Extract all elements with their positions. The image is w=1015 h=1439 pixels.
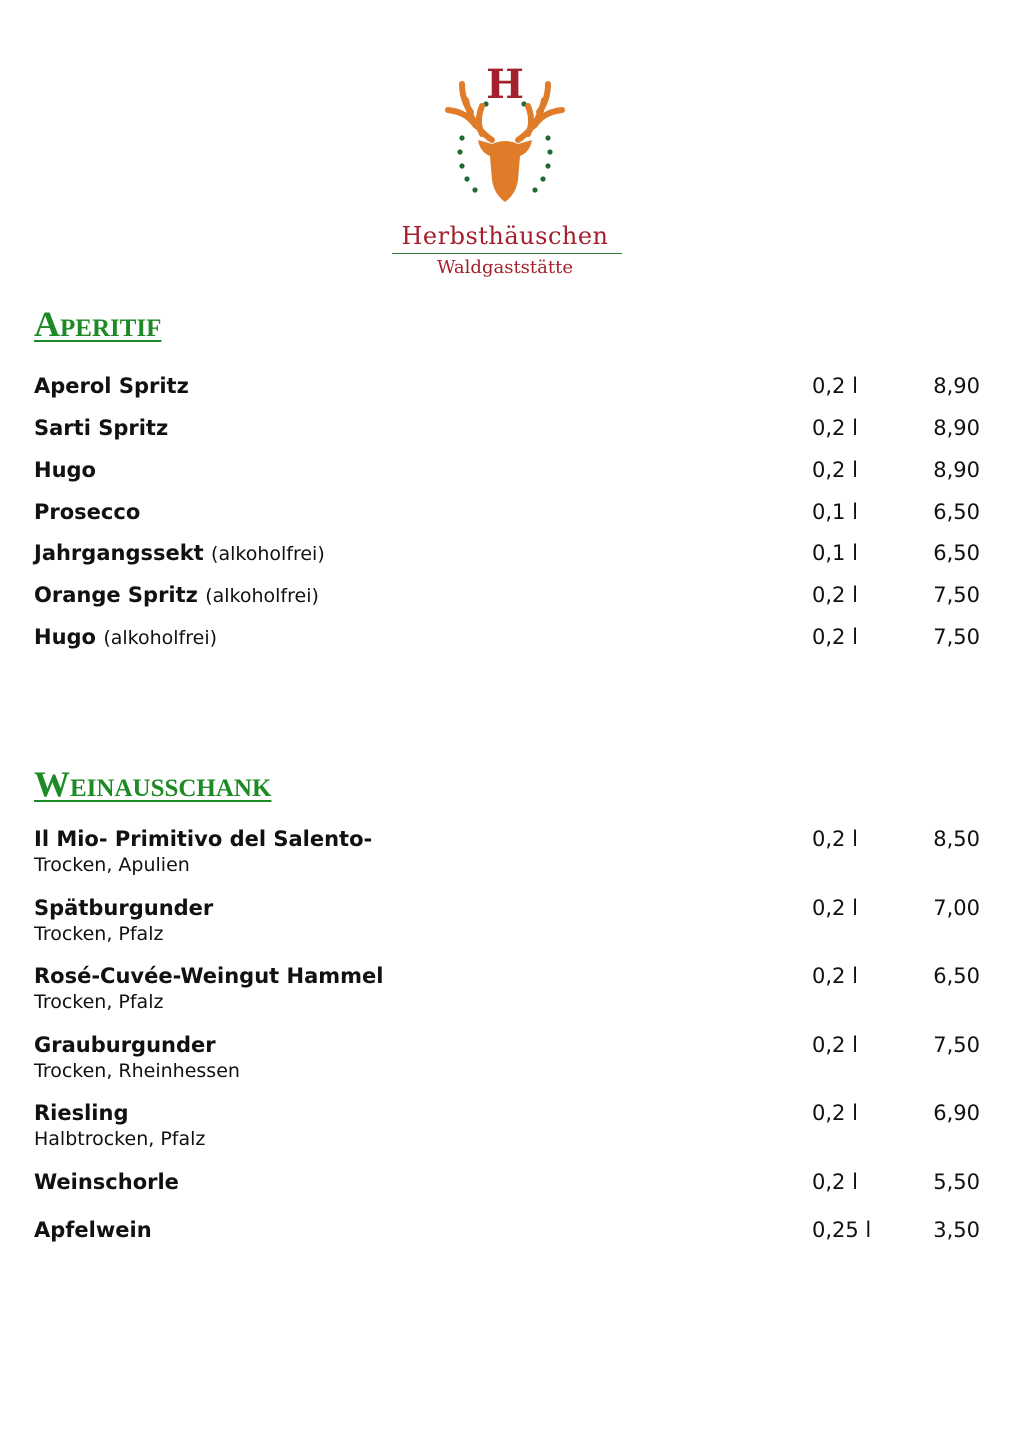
menu-item	[34, 583, 984, 613]
menu-item	[34, 827, 984, 876]
section-title-weinausschank: Weinausschank	[34, 764, 272, 804]
item-price: 8,90	[933, 416, 980, 440]
stag-emblem-icon	[440, 60, 570, 210]
item-name: Hugo	[34, 458, 96, 482]
item-size: 0,2 l	[812, 1033, 858, 1057]
menu-item	[34, 1101, 984, 1150]
item-size: 0,2 l	[812, 827, 858, 851]
item-name: Spätburgunder	[34, 896, 214, 920]
item-description: Trocken, Pfalz	[34, 991, 164, 1013]
menu-item	[34, 1170, 984, 1200]
menu-item	[34, 1033, 984, 1082]
item-price: 7,50	[933, 625, 980, 649]
item-size: 0,2 l	[812, 625, 858, 649]
item-size: 0,2 l	[812, 896, 858, 920]
item-name-wrapper	[34, 583, 319, 607]
menu-item	[34, 1218, 984, 1248]
item-name-wrapper	[34, 625, 217, 649]
item-price: 3,50	[933, 1218, 980, 1242]
item-size: 0,2 l	[812, 964, 858, 988]
item-price: 8,50	[933, 827, 980, 851]
item-size: 0,2 l	[812, 1170, 858, 1194]
section-title-aperitif: Aperitif	[34, 304, 162, 344]
item-size: 0,25 l	[812, 1218, 872, 1242]
item-name: Sarti Spritz	[34, 416, 169, 440]
menu-item	[34, 964, 984, 1013]
item-description: Trocken, Pfalz	[34, 923, 164, 945]
menu-item	[34, 458, 984, 488]
item-description: Trocken, Rheinhessen	[34, 1060, 240, 1082]
menu-item	[34, 500, 984, 530]
item-price: 6,50	[933, 964, 980, 988]
item-price: 7,00	[933, 896, 980, 920]
item-price: 8,90	[933, 458, 980, 482]
item-name: Aperol Spritz	[34, 374, 189, 398]
item-price: 6,50	[933, 541, 980, 565]
item-name: Il Mio- Primitivo del Salento-	[34, 827, 373, 851]
menu-item	[34, 625, 984, 655]
item-description: Halbtrocken, Pfalz	[34, 1128, 206, 1150]
menu-item	[34, 416, 984, 446]
item-size: 0,2 l	[812, 583, 858, 607]
item-price: 5,50	[933, 1170, 980, 1194]
item-name: Prosecco	[34, 500, 141, 524]
item-name: Orange Spritz	[34, 583, 198, 607]
brand-name: Herbsthäuschen	[401, 222, 609, 250]
item-price: 7,50	[933, 1033, 980, 1057]
item-name: Jahrgangssekt	[34, 541, 204, 565]
menu-item	[34, 896, 984, 945]
menu-item	[34, 374, 984, 404]
item-description: Trocken, Apulien	[34, 854, 190, 876]
item-size: 0,1 l	[812, 541, 858, 565]
brand-subtitle: Waldgaststätte	[437, 257, 573, 278]
item-note: (alkoholfrei)	[205, 585, 319, 607]
restaurant-logo	[380, 60, 630, 285]
item-name: Grauburgunder	[34, 1033, 216, 1057]
item-size: 0,2 l	[812, 458, 858, 482]
item-name: Hugo	[34, 625, 96, 649]
item-price: 7,50	[933, 583, 980, 607]
item-price: 6,90	[933, 1101, 980, 1125]
item-name-wrapper	[34, 541, 325, 565]
svg-text:H: H	[486, 61, 524, 108]
menu-item	[34, 541, 984, 571]
item-size: 0,2 l	[812, 374, 858, 398]
item-note: (alkoholfrei)	[103, 627, 218, 649]
item-note: (alkoholfrei)	[211, 543, 325, 565]
item-size: 0,1 l	[812, 500, 858, 524]
item-name: Weinschorle	[34, 1170, 179, 1194]
item-size: 0,2 l	[812, 416, 858, 440]
item-size: 0,2 l	[812, 1101, 858, 1125]
brand-divider	[392, 253, 622, 254]
item-name: Riesling	[34, 1101, 129, 1125]
item-price: 6,50	[933, 500, 980, 524]
item-name: Apfelwein	[34, 1218, 152, 1242]
item-price: 8,90	[933, 374, 980, 398]
item-name: Rosé-Cuvée-Weingut Hammel	[34, 964, 384, 988]
